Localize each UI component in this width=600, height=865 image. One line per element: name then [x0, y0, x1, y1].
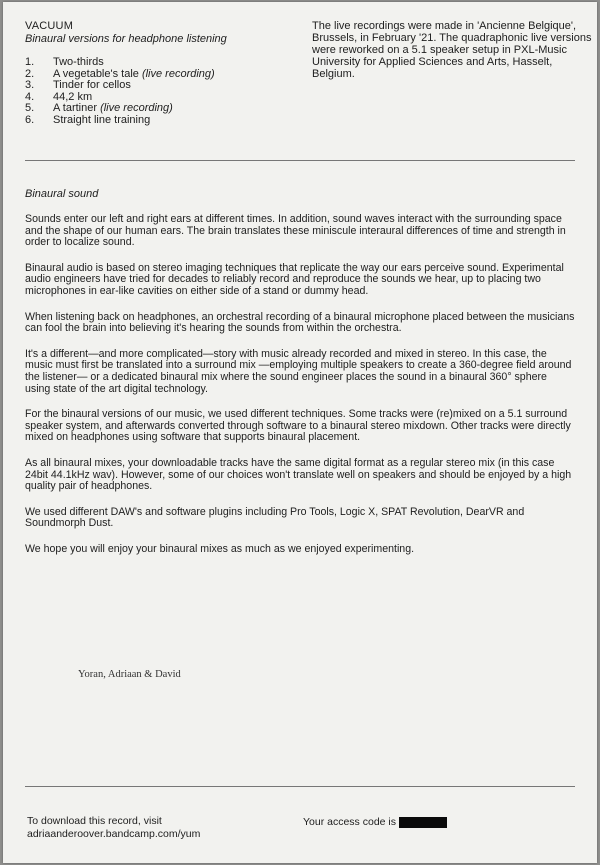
- paragraph: Binaural audio is based on stereo imaging techniques that replicate the way our ears perceive sound. Experimental audio engineers have tried for decades to reliably record and reproduce the sounds we hear, up to placing two microphones in ear-like cavities on either side of a stand or dummy head.: [25, 261, 564, 297]
- liner-notes: [25, 188, 575, 569]
- paragraph: We used different DAW's and software plugins including Pro Tools, Logic X, SPAT Revolution, DearVR and Soundmorph Dust.: [25, 505, 525, 530]
- album-title: VACUUM: [25, 20, 74, 32]
- track-number: 3.: [25, 79, 35, 92]
- track-live-note: (live recording): [141, 67, 215, 80]
- access-code-label: Your access code is: [303, 816, 396, 828]
- paragraph: As all binaural mixes, your downloadable tracks have the same digital format as a regular stereo mix (in this case 24bit 44.1kHz wav). However, some of our choices won't translate well on speakers and should be enjoyed by a high quality pair of headphones.: [25, 456, 572, 493]
- header: [25, 20, 592, 140]
- divider-bottom: [25, 786, 575, 787]
- track-title: Tinder for cellos: [53, 79, 131, 92]
- download-label: To download this record, visit: [27, 815, 162, 827]
- track-title: Two-thirds: [53, 56, 104, 68]
- section-title: Binaural sound: [25, 188, 99, 200]
- download-link[interactable]: adriaanderoover.bandcamp.com/yum: [27, 827, 201, 840]
- paragraph: It's a different—and more complicated—story with music already recorded and mixed in stereo. In this case, the music must first be translated into a surround mix —employing multiple speakers to create a 360-degree field around the listener— or a dedicated binaural mix where the sound engineer places the sound in a binaural 360° sphere using state of the art digital technology.: [25, 347, 572, 395]
- paragraph: When listening back on headphones, an orchestral recording of a binaural microphone placed between the musicians can fool the brain into believing it's hearing the sounds from within the orchestra.: [25, 310, 575, 335]
- paragraph: We hope you will enjoy your binaural mixes as much as we enjoyed experimenting.: [25, 542, 415, 555]
- track-number: 4.: [25, 90, 35, 103]
- track-title: A vegetable's tale: [53, 67, 142, 80]
- divider-top: [25, 160, 575, 161]
- paragraph: For the binaural versions of our music, we used different techniques. Some tracks were (re)mixed on a 5.1 surround speaker system, and afterwards converted through software to a binaural stereo mixdown. Other tracks were directly mixed on headphones using software that supports binaural placement.: [25, 408, 571, 444]
- insert-card: [3, 2, 597, 863]
- track-item: [25, 57, 215, 69]
- access-code: [303, 816, 447, 828]
- redacted-code: [399, 817, 447, 828]
- signature: Yoran, Adriaan & David: [78, 669, 181, 680]
- download-info: [27, 815, 200, 840]
- tracklist: [25, 57, 215, 127]
- paragraph: Sounds enter our left and right ears at different times. In addition, sound waves interact with the surrounding space and the shape of our human ears. The brain translates these miniscule interaural differences of time and strength in order to localize sound.: [25, 213, 566, 249]
- track-title: A tartiner: [53, 102, 101, 115]
- track-number: 5.: [25, 102, 35, 115]
- track-title: Straight line training: [53, 113, 151, 126]
- album-subtitle: Binaural versions for headphone listening: [25, 33, 227, 45]
- track-title: 44,2 km: [53, 90, 93, 103]
- recording-note: The live recordings were made in 'Ancienne Belgique', Brussels, in February '21. The quadraphonic live versions were reworked on a 5.1 speaker setup in PXL-Music University for Applied Sciences and Arts, Hasselt, Belgium.: [312, 20, 592, 80]
- track-number: 1.: [25, 56, 35, 68]
- track-number: 2.: [25, 67, 35, 80]
- track-live-note: (live recording): [100, 102, 173, 115]
- track-item: [25, 115, 215, 127]
- track-number: 6.: [25, 113, 35, 126]
